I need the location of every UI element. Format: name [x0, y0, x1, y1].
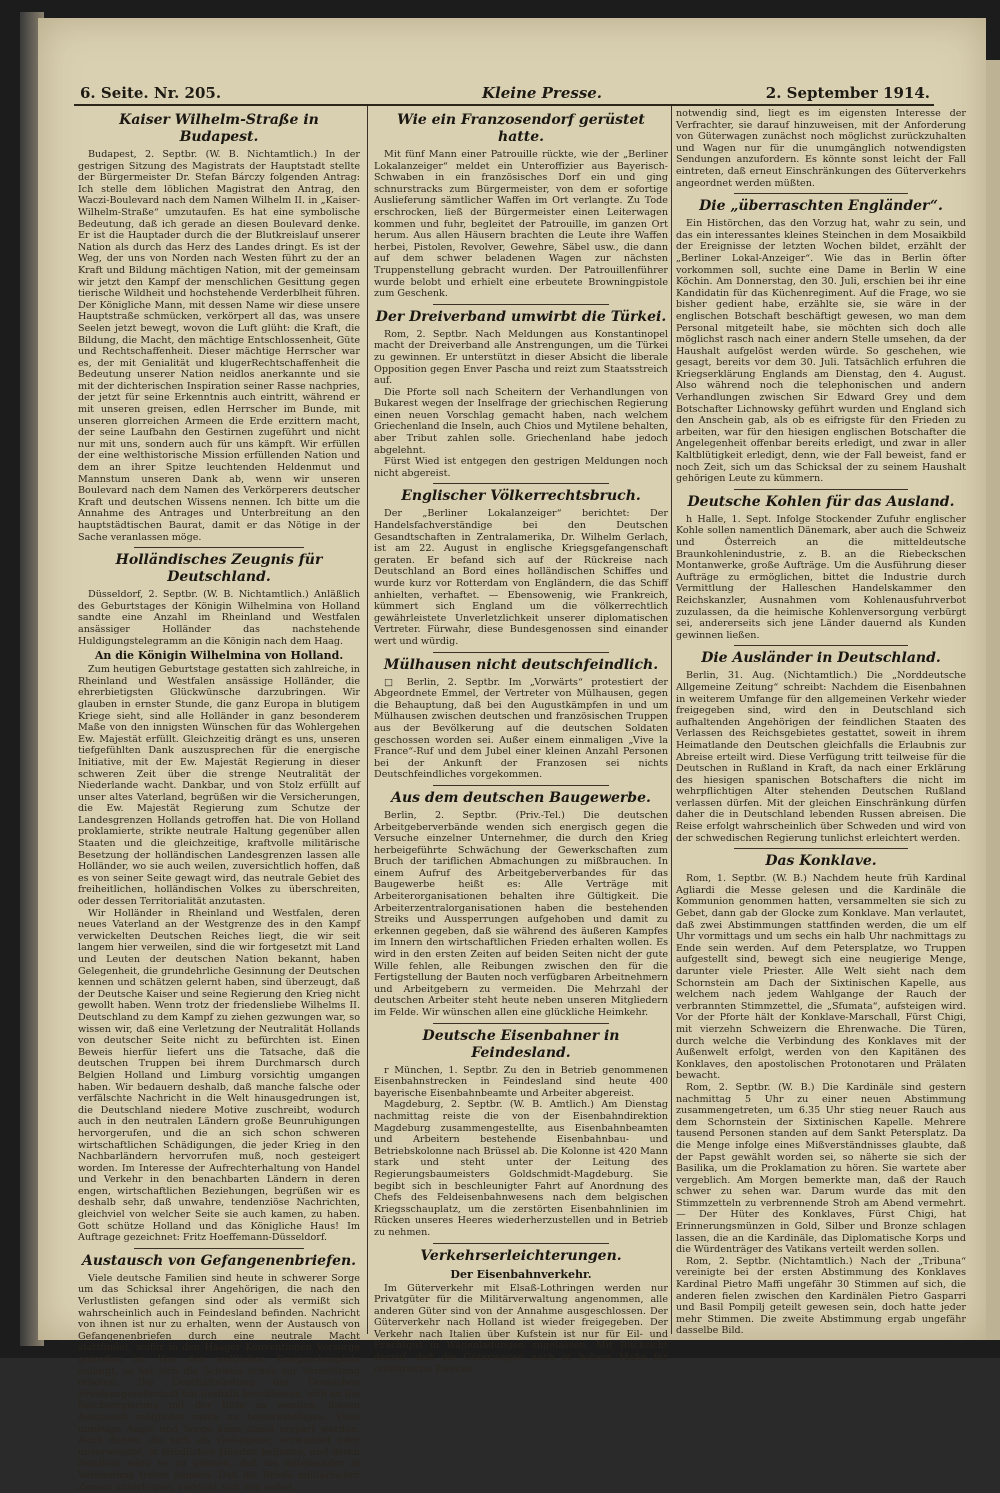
article-paragraph: notwendig sind, liegt es im eigensten Interesse der Verfrachter, sie darauf hinzuweisen, mit der Anforderung von Güterwagen zunächst noch möglichst zurückzuhalten und Wagen nur für die unumgänglich notwendigsten Sendungen anzufordern. Es könnte sonst leicht der Fall eintreten, daß erneut Einschränkungen des Güterverkehrs angeordnet werden müßten. — [676, 108, 966, 189]
article — [374, 488, 668, 647]
article-separator — [134, 1248, 303, 1249]
article-headline: Die „überraschten Engländer“. — [699, 198, 943, 215]
article-paragraph: h Halle, 1. Sept. Infolge Stockender Zufuhr englischer Kohle sollen namentlich Dänemark, aber auch die Schweiz und Österreich an die mitteldeutsche Braunkohlenindustrie, z. B. an die Riebeckschen Montanwerke, große Aufträge. Um die Ausführung dieser Aufträge zu ermöglichen, bittet die Industrie durch Vermittlung der Halleschen Handelskammer den Reichskanzler, Ausnahmen vom Kohlenausfuhrverbot zuzulassen, da die heimische Kohlenversorgung verbürgt sei, andererseits sich jene Länder dauernd als Kunden gewinnen ließen. — [676, 513, 966, 641]
article-separator — [734, 193, 908, 194]
column-2 — [374, 108, 668, 1375]
article-paragraph: Rom, 1. Septbr. (W. B.) Nachdem heute früh Kardinal Agliardi die Messe gelesen und die Kardinäle die Kommunion genommen hatten, versammelten sie sich zu Gebet, dann gab der Glocke zum Konklave. Man verlautet, daß zwei Abstimmungen stattfinden werden, die um elf Uhr vormittags und um sechs ein halb Uhr nachmittags zu Ende sein werden. Auf dem Petersplatze, wo Truppen aufgestellt sind, bewegt sich eine neugierige Menge, darunter viele Priester. Alle Welt sieht nach dem Schornstein am Dach der Sixtinischen Kapelle, aus welchem nach jedem Wahlgange der Rauch der verbrannten Stimmzettel, die „Sfumata“, aufsteigen wird. Vor der Pforte hält der Konklave-Marschall, Fürst Chigi, mit vierzehn Schweizern die Ehrenwache. Die Türen, durch welche die Verbindung des Konklaves mit der Außenwelt erfolgt, werden von den Kapitänen des Konklaves, den apostolischen Protonotaren und Prälaten bewacht. — [676, 873, 966, 1082]
article — [374, 1248, 668, 1376]
article-headline: Englischer Völkerrechtsbruch. — [401, 488, 641, 505]
article — [676, 198, 966, 485]
column-3 — [676, 108, 966, 1337]
article-paragraph: Mit fünf Mann einer Patrouille rückte, wie der „Berliner Lokalanzeiger“ meldet ein Unteroffizier aus Bayerisch-Schwaben in ein französisches Dorf ein und ging schnurstracks zum Bürgermeister, von dem er sofortige Auslieferung sämtlicher Waffen im Ort verlangte. Zu Tode erschrocken, ließ der Bürgermeister einen Leiterwagen kommen und fuhr, begleitet der Patrouille, im ganzen Ort herum. Aus allen Häusern brachten die Leute ihre Waffen herbei, Pistolen, Revolver, Gewehre, Säbel usw., die dann auf dem schwer beladenen Wagen zur nächsten Truppenstellung gebracht wurden. Der Patrouillenführer wurde belobt und erhielt eine erbeutete Browningpistole zum Geschenk. — [374, 149, 668, 300]
article-headline: Aus dem deutschen Baugewerbe. — [391, 789, 651, 806]
article-paragraph: Der „Berliner Lokalanzeiger“ berichtet: Der Handelsfachverständige bei den Deutschen Gesandtschaften in Zentralamerika, Dr. Wilhelm Gerlach, ist am 22. August in englische Kriegsgefangenschaft geraten. Er befand sich auf der Rückreise nach Deutschland an Bord eines holländischen Schiffes und wurde kurz vor Rotterdam von Engländern, die das Schiff anhielten, verhaftet. — Ebensowenig, wie Frankreich, kümmert sich England um die völkerrechtlich gewährleistete Unverletzlichkeit unserer diplomatischen Vertreter. Fürwahr, diese Bundesgenossen sind einander wert und würdig. — [374, 508, 668, 647]
article-headline: Verkehrserleichterungen. — [420, 1247, 622, 1264]
adjacent-page-edge — [986, 60, 1000, 1340]
article — [374, 790, 668, 1019]
column-divider — [367, 106, 368, 1334]
article-separator — [433, 1243, 609, 1244]
article — [676, 494, 966, 642]
newspaper-title: Kleine Presse. — [482, 84, 603, 102]
article-headline: Austausch von Gefangenenbriefen. — [81, 1252, 357, 1269]
article-separator — [734, 489, 908, 490]
article-paragraph: Budapest, 2. Septbr. (W. B. Nichtamtlich.) In der gestrigen Sitzung des Magistrats der Hauptstadt stellte der Bürgermeister Dr. Stefan Bárczy folgenden Antrag: Ich stelle dem löblichen Magistrat den Antrag, den Waczi-Boulevard nach dem Namen Wilhelm II. in „Kaiser-Wilhelm-Straße“ umzutaufen. Es hat eine symbolische Bedeutung, daß ich gerade an diesen Boulevard denke. Er ist die Hauptader durch die der Blutkreislauf unserer Nation als durch das Herz des Landes dringt. Es ist der Weg, der uns von Norden nach Westen führt zu der an Kraft und Bildung mächtigen Nation, mit der gemeinsam wir jetzt den Kampf der menschlichen Gesittung gegen tierische Wildheit und hochstehende Verderblheit führen. Der Königliche Mann, mit dessen Name wir diese unsere Hauptstraße schmücken, verkörpert all das, was unsere Seelen jetzt bewegt, wovon die Luft glüht: die Kraft, die Bildung, die Macht, den mächtige Entschlossenheit, Güte und Rechtschaffenheit. Dieser mächtige Herrscher war es, der mit Genialität und klugerRechtschaffenheit die Bedeutung unserer Nation neidlos anerkannte und sie mit der dichterischen Inspiration seiner Rasse nachpries, der jetzt für seine Erkenntnis auch eintritt, während er mit unseren greisen, edlen Herrscher im Bunde, mit unseren glorreichen Armeen die Erde erzittern macht, der seine Laufbahn den Gestirnen zugeführt und nicht nur mit uns, sondern auch für uns kämpft. Wir erfüllen der eine welthistorische Mission erfüllenden Nation und dem an ihrer Spitze leuchtenden Heldenmut und Mannstum unseren Dank ab, wenn wir unseren Boulevard nach dem Namen des Verkörperers deutscher Kraft und deutschen Wissens nennen. Ich bitte um die Annahme des Antrages und Unterbreitung an den hauptstädtischen Baurat, damit er das Nötige in der Sache veranlassen möge. — [78, 149, 360, 543]
article-headline: Deutsche Eisenbahner in Feindesland. — [422, 1027, 620, 1061]
column-1 — [78, 108, 360, 1493]
article-separator — [433, 483, 609, 484]
masthead-rule — [74, 104, 934, 106]
article-headline: Das Konklave. — [765, 853, 877, 870]
article-paragraph: Berlin, 2. Septbr. (Priv.-Tel.) Die deutschen Arbeitgeberverbände wenden sich energisch gegen die Versuche einzelner Unternehmer, die durch den Krieg herbeigeführte Schwächung der Gewerkschaften zum Bruch der tariflichen Abmachungen zu mißbrauchen. In einem Aufruf des Arbeitgeberverbandes für das Baugewerbe heißt es: Alle Verträge mit Arbeiterorganisationen behalten ihre Gültigkeit. Die Arbeiterzentralorganisationen haben die bestehenden Streiks und Aussperrungen aufgehoben und damit zu erkennen gegeben, daß sie während des äußeren Kampfes im Innern den wirtschaftlichen Frieden erhalten wollen. Es wird in den ersten Zeiten auf beiden Seiten nicht der gute Wille fehlen, alle Reibungen zwischen den für die Fertigstellung der Bauten noch verfügbaren Arbeitnehmern und Arbeitgebern zu vermeiden. Die Mehrzahl der deutschen Arbeiter steht heute neben unseren Mitgliedern im Felde. Wir wünschen allen eine glückliche Heimkehr. — [374, 809, 668, 1018]
article-paragraph: Viele deutsche Familien sind heute in schwerer Sorge um das Schicksal ihrer Angehörigen, die nach den Verlustlisten gefangen sind oder als vermißt sich wahrscheinlich auch in Feindesland befinden. Nachricht von ihnen ist nur zu erhalten, wenn der Austausch von Gefangenenbriefen durch eine neutrale Macht stattfindet, wofür in den Haager Konventionen Vorsorge getroffen ist. Was den weltlichen Kriegsschauplatz anlangt, so hat sich die Schweiz schon zur Vermittlung erboten. Die Geschäftsleitung der Deutschen Friedensgesellschaft hat deshalb beschlossen, sich an die Reichsregierung mit der Bitte zu wenden, diesen Austausch möglichst rasch zu bewerkstelligen. Viele unnötige Angst und Sorge kann damit erspart werden. Auch denen, die sich als Gefangene, verwundet oder unverwundet, in feindlichen Händen befinden, und deren Familien wäre es zu gönnen, daß sie miteinander in Verbindung treten können. Daß die Briefe militärischer Zensur unterliegen, versteht sich von selbst. — [78, 1272, 360, 1493]
article — [374, 112, 668, 300]
article-paragraph: Magdeburg, 2. Septbr. (W. B. Amtlich.) Am Dienstag nachmittag reiste die von der Eisenbahndirektion Magdeburg zusammengestellte, aus Eisenbahnbeamten und Arbeitern bestehende Eisenbahnbau- und Betriebskolonne nach Brüssel ab. Die Kolonne ist 420 Mann stark und steht unter der Leitung des Regierungsbaumeisters Goldschmidt-Magdeburg. Sie begibt sich in beschleunigter Fahrt auf Anordnung des Chefs des Feldeisenbahnwesens nach dem belgischen Kriegsschauplatz, um die zerstörten Eisenbahnlinien im Rücken unseres Heeres wiederherzustellen und in Betrieb zu nehmen. — [374, 1099, 668, 1238]
article-paragraph: Im Güterverkehr mit Elsaß-Lothringen werden nur Privatgüter für die Militärverwaltung angenommen, alle anderen Güter sind von der Annahme ausgeschlossen. Der Güterverkehr nach Holland ist wieder freigegeben. Der Verkehr nach Italien über Kufstein ist nur für Eil- und Frachtgut in Wagenladungen zugelassen. Mit Rücksicht darauf, daß die Güterwagen noch in hohem Maße für militärische Zwecke — [374, 1282, 668, 1375]
article-paragraph: Rom, 2. Septbr. (W. B.) Die Kardinäle sind gestern nachmittag 5 Uhr zu einer neuen Abstimmung zusammengetreten, um 6.35 Uhr stieg neuer Rauch aus dem Schornstein der Sixtinischen Kapelle. Mehrere tausend Personen standen auf dem Sankt Petersplatz. Da die Menge infolge eines Mißverständnisses glaubte, daß der Papst gewählt worden sei, so näherte sie sich der Basilika, um die Proklamation zu hören. Sie wartete aber vergeblich. Am Morgen bemerkte man, daß der Rauch schwer zu sehen war. Darum wurde das mit den Stimmzetteln zu verbrennende Stroh am Abend vermehrt. — Der Hüter des Konklaves, Fürst Chigi, hat Erinnerungsmünzen in Gold, Silber und Bronze schlagen lassen, die an die Kardinäle, das Diplomatische Korps und die Würdenträger des Vatikans verteilt werden sollen. — [676, 1081, 966, 1256]
article-paragraph: Berlin, 31. Aug. (Nichtamtlich.) Die „Norddeutsche Allgemeine Zeitung“ schreibt: Nachdem die Eisenbahnen in weiterem Umfange für den allgemeinen Verkehr wieder freigegeben sind, wird den in Deutschland sich aufhaltenden Angehörigen der feindlichen Staaten des Verlassen des Reichsgebietes gestattet, soweit in ihrem Heimatlande den Deutschen gleichfalls die Erlaubnis zur Abreise erteilt wird. Diese Verfügung tritt teilweise für die Deutschen in Rußland in Kraft, da nach einer Erklärung des hiesigen spanischen Botschafters die nicht im wehrpflichtigen Alter stehenden Deutschen Rußland verlassen dürfen. Mit der gleichen Einschränkung dürfen daher die in Deutschland lebenden Russen abreisen. Die Reise erfolgt wahrscheinlich über Schweden und wird von der schwedischen Regierung tunlichst erleichtert werden. — [676, 670, 966, 844]
article-headline: Mülhausen nicht deutschfeindlich. — [383, 656, 659, 673]
article-headline: Die Ausländer in Deutschland. — [701, 650, 941, 667]
article-headline: Holländisches Zeugnis für Deutschland. — [115, 552, 323, 586]
article-paragraph: Wir Holländer in Rheinland und Westfalen, deren neues Vaterland an der Westgrenze des in den Kampf verwickelten Deutschen Reiches liegt, die wir seit langem hier verweilen, sind die wir fortgesetzt mit Land und Leuten der deutschen Nation bekannt, haben Gelegenheit, die grundehrliche Gesinnung der Deutschen kennen und schätzen gelernt haben, sind überzeugt, daß der Deutsche Kaiser und seine Regierung den Krieg nicht gewollt haben. Wenn trotz der friedensliebe Wilhelms II. Deutschland zu dem Kampf zu ziehen gezwungen war, so wissen wir, daß eine Verletzung der Neutralität Hollands von deutscher Seite nicht zu befürchten ist. Einen Beweis hierfür liefert uns die Tatsache, daß die deutschen Truppen bei ihrem Durchmarsch durch Belgien Holland und Limburg vorsichtig umgangen haben. Wir bedauern deshalb, daß manche falsche oder verfälschte Nachricht in die Welt hinausgedrungen ist, die Deutschland niedere Motive zuschreibt, wodurch auch in den neutralen Ländern große Beunruhigungen hervorgerufen, und die an sich schon schweren wirtschaftlichen Schädigungen, die jeder Krieg in den Nachbarländern hervorrufen muß, noch gesteigert worden. Im Interesse der Aufrechterhaltung von Handel und Verkehr in den benachbarten Ländern in deren engen, wirtschaftlichen Beziehungen, begrüßen wir es deshalb sehr, daß unwahre, tendenziöse Nachrichten, gleichviel von welcher Seite sie auch kamen, zu haben. Gott schütze Holland und das Königliche Haus! Im Auftrage gezeichnet: Fritz Hoeffemann-Düsseldorf. — [78, 907, 360, 1244]
article-paragraph: □ Berlin, 2. Septbr. Im „Vorwärts“ protestiert der Abgeordnete Emmel, der Vertreter von Mülhausen, gegen die Behauptung, daß bei den Augustkämpfen in und um Mülhausen zwischen deutschen und französischen Truppen aus der Bevölkerung auf die deutschen Soldaten geschossen worden sei. Außer einem einmaligen „Vive la France“-Ruf und dem Jubel einer kleinen Anzahl Personen bei der Ankunft der Franzosen sei nichts Deutschfeindliches vorgekommen. — [374, 676, 668, 781]
article — [78, 552, 360, 1244]
issue-date: 2. September 1914. — [765, 84, 930, 102]
article-paragraph: Die Pforte soll nach Scheitern der Verhandlungen von Bukarest wegen der Inselfrage der griechischen Regierung einen neuen Vorschlag gemacht haben, nach welchem Griechenland die Inseln, auch Chios und Mytilene behalten, aber Tribut zahlen solle. Griechenland habe jedoch abgelehnt. — [374, 386, 668, 456]
article-headline: Kaiser Wilhelm-Straße in Budapest. — [119, 112, 319, 145]
article-paragraph: Zum heutigen Geburtstage gestatten sich zahlreiche, in Rheinland und Westfalen ansässige Holländer, die ehrerbietigsten Glückwünsche darzubringen. Wir glauben in ernster Stunde, die ganz Europa in blutigem Kriege sieht, sind alle Holländer in ganz besonderem Maße von den innigsten Wünschen für das Wohlergehen Ew. Majestät erfüllt. Gleichzeitig drängt es uns, unseren tiefgefühlten Dank auszusprechen für die energische Initiative, mit der Ew. Majestät Regierung in dieser schweren Zeit über die strenge Neutralität der Niederlande wacht. Dankbar, und von Stolz erfüllt auf unser altes Vaterland, begrüßen wir die Versicherungen, die Ew. Majestät Regierung zum Schutze der Landesgrenzen Hollands getroffen hat. Die von Holland proklamierte, strikte neutrale Haltung gegenüber allen Staaten und die gleichzeitige, kraftvolle militärische Besetzung der holländischen Landesgrenzen lassen alle Holländer, wo sie auch weilen, zuversichtlich hoffen, daß es von seiner Seite gewagt wird, das neutrale Gebiet des freiheitlichen, holländischen Volkes zu überschreiten, oder dessen Territorialität anzutasten. — [78, 664, 360, 908]
page-number: 6. Seite. Nr. 205. — [80, 84, 222, 102]
article-paragraph: Fürst Wied ist entgegen den gestrigen Meldungen noch nicht abgereist. — [374, 456, 668, 479]
article — [374, 1028, 668, 1239]
article-headline: Der Dreiverband umwirbt die Türkei. — [375, 308, 667, 325]
article-continuation — [676, 108, 966, 189]
article-separator — [433, 304, 609, 305]
article-paragraph: Rom, 2. Septbr. Nach Meldungen aus Konstantinopel macht der Dreiverband alle Anstrengungen, um die Türkei zu gewinnen. Er unterstützt in dieser Absicht die liberale Opposition gegen Enver Pascha und reizt zum Staatsstreich auf. — [374, 328, 668, 387]
article-separator — [433, 785, 609, 786]
article — [78, 1253, 360, 1493]
article-subheading: An die Königin Wilhelmina von Holland. — [94, 649, 344, 663]
article-separator — [433, 1023, 609, 1024]
article — [374, 309, 668, 480]
article — [78, 112, 360, 543]
article-paragraph: Ein Histörchen, das den Vorzug hat, wahr zu sein, und das ein interessantes kleines Steinchen in dem Mosaikbild der Ereignisse der letzten Wochen bildet, erzählt der „Berliner Lokal-Anzeiger“. Wie das in Berlin öfter vorkommen soll, suchte eine Dame in Berlin W eine Köchin. Am Donnerstag, den 30. Juli, erschien bei ihr eine Kandidatin für das Küchenregiment. Auf die Frage, wo sie bisher gedient habe, erzählte sie, sie wäre in der englischen Botschaft beschäftigt gewesen, wo man dem Personal mitgeteilt habe, sie möchten sich doch alle möglichst rasch nach einer andern Stelle umsehen, da der Haushalt aufgelöst werden würde. So geschehen, wie gesagt, bereits vor dem 30. Juli. Tatsächlich erfuhren die Kriegserklärung Englands am Dienstag, den 4. August. Also während noch die telephonischen und andern Verhandlungen zwischen Sir Edward Grey und dem Botschafter Lichnowsky geführt wurden und England sich den Anschein gab, als ob es eifrigste für den Frieden zu arbeiten, war für den hiesigen englischen Botschafter die Angelegenheit offenbar bereits erledigt, und zwar in aller Kaltblütigkeit erledigt, denn, wie der Fall beweist, fand er noch Zeit, sich um das Schicksal der zu seinem Haushalt gehörigen Leute zu kümmern. — [676, 218, 966, 485]
article-paragraph: Rom, 2. Septbr. (Nichtamtlich.) Nach der „Tribuna“ vereinigte bei der ersten Abstimmung des Konklaves Kardinal Pietro Maffi ungefähr 30 Stimmen auf sich, die anderen fielen zwischen den Kardinälen Pietro Gasparri und Basil Pompilj geteilt gewesen sein, doch hatte jeder mehr Stimmen. Die zweite Abstimmung ergab ungefähr dasselbe Bild. — [676, 1255, 966, 1337]
article — [374, 657, 668, 781]
masthead — [80, 84, 930, 104]
article-subheading: Der Eisenbahnverkehr. — [450, 1267, 592, 1281]
article — [676, 853, 966, 1337]
article-paragraph: r München, 1. Septbr. Zu den in Betrieb genommenen Eisenbahnstrecken in Feindesland sind heute 400 bayerische Eisenbahnbeamte und Arbeiter abgereist. — [374, 1064, 668, 1099]
article — [676, 650, 966, 844]
article-separator — [734, 848, 908, 849]
article-paragraph: Düsseldorf, 2. Septbr. (W. B. Nichtamtlich.) Anläßlich des Geburtstages der Königin Wilhelmina von Holland sandte eine Anzahl im Rheinland und Westfalen ansässiger Holländer das nachstehende Huldigungstelegramm an die Königin nach dem Haag. — [78, 589, 360, 647]
article-separator — [134, 547, 303, 548]
column-divider — [671, 106, 672, 1334]
article-separator — [433, 652, 609, 653]
article-headline: Deutsche Kohlen für das Ausland. — [687, 493, 955, 510]
article-separator — [734, 645, 908, 646]
article-headline: Wie ein Franzosendorf gerüstet hatte. — [397, 112, 645, 145]
